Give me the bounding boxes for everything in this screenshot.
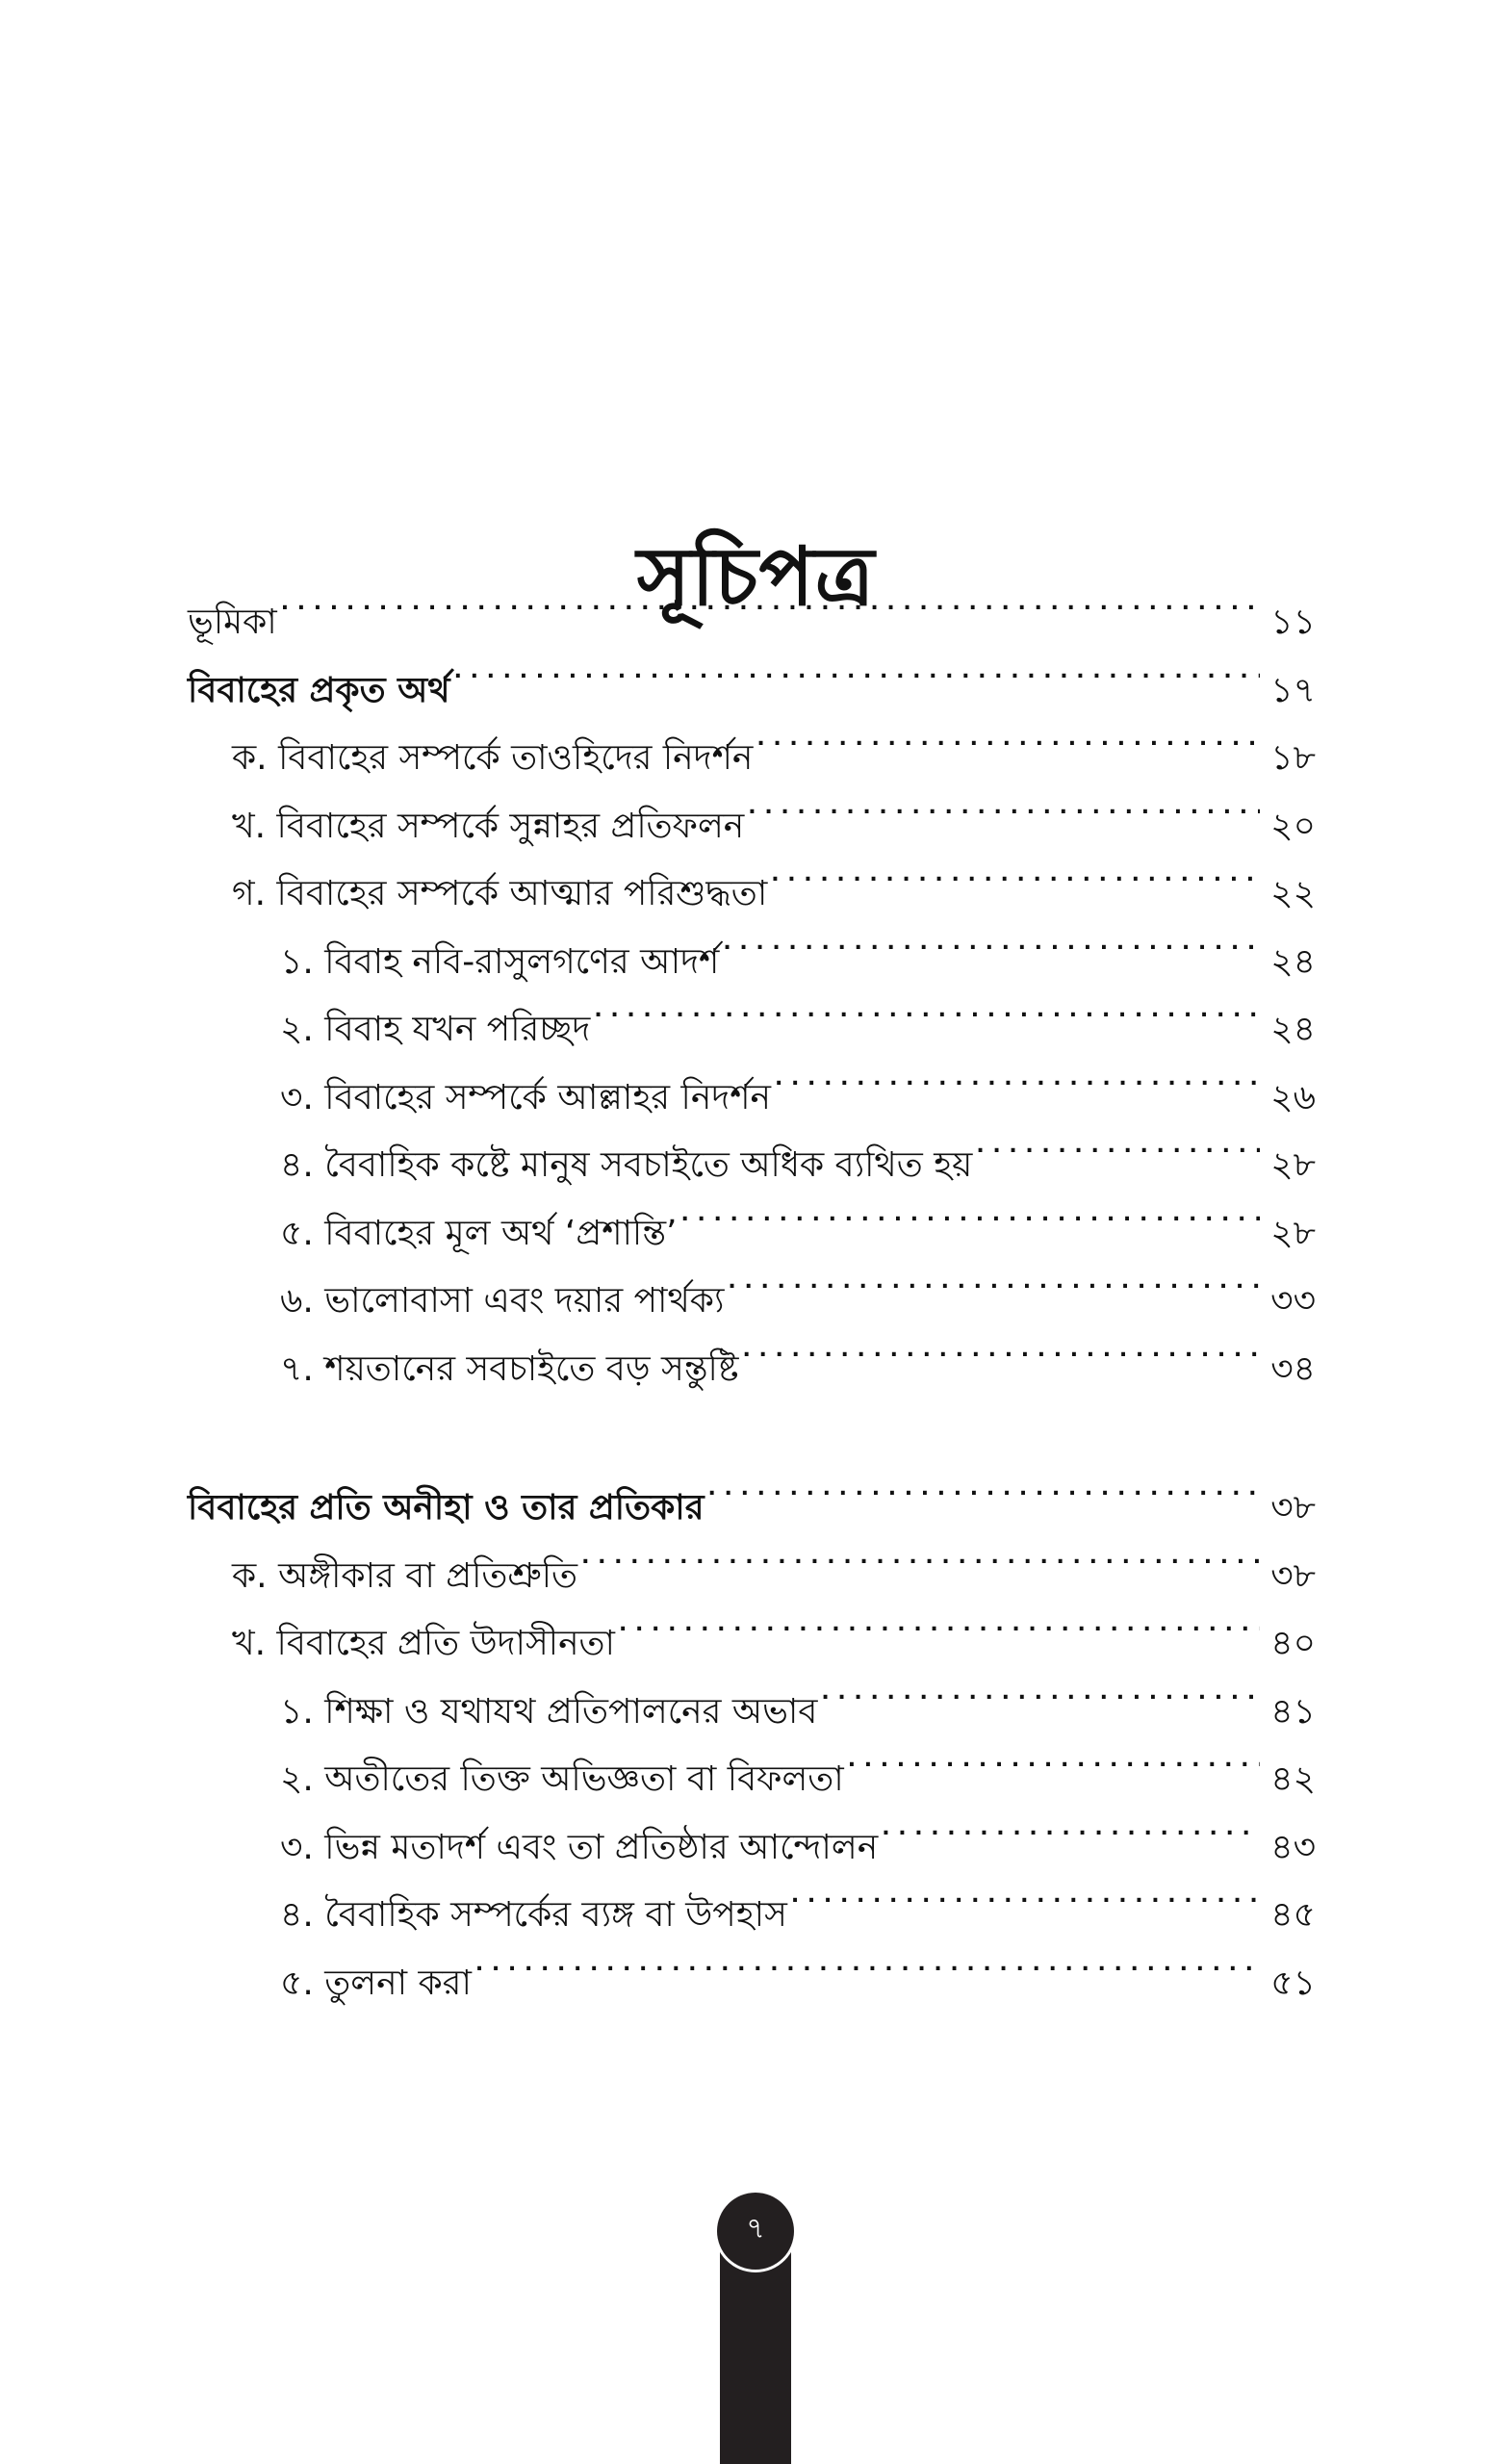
toc-entry-page: ২০ — [1270, 806, 1316, 846]
table-of-contents — [188, 589, 1316, 2017]
toc-entry-page: ৪৫ — [1270, 1895, 1316, 1935]
toc-section[interactable] — [188, 1610, 1316, 1679]
toc-subsection[interactable] — [188, 1814, 1316, 1883]
dot-leader — [594, 1006, 1260, 1040]
toc-entry-page: ৪৩ — [1270, 1827, 1316, 1867]
toc-entry-page: ২৪ — [1270, 941, 1316, 982]
toc-subsection[interactable] — [188, 1065, 1316, 1133]
toc-chapter-label: বিবাহের প্রতি অনীহা ও তার প্রতিকার — [188, 1488, 705, 1527]
dot-leader — [581, 1553, 1260, 1587]
chapter-spacer — [188, 1403, 1316, 1475]
toc-entry-label: ক. বিবাহের সম্পর্কে তাওহিদের নিদর্শন — [232, 738, 754, 778]
page-tab — [720, 2243, 791, 2464]
dot-leader — [619, 1620, 1260, 1655]
dot-leader — [976, 1142, 1260, 1176]
toc-entry-label: ৪. বৈবাহিক কষ্টে মানুষ সবচাইতে অধিক ব্যথিত হয় — [280, 1145, 973, 1185]
page-number: ৭ — [746, 2212, 765, 2246]
toc-subsection[interactable] — [188, 1268, 1316, 1336]
dot-leader — [454, 667, 1260, 702]
dot-leader — [723, 938, 1260, 973]
dot-leader — [728, 1277, 1260, 1312]
dot-leader — [281, 599, 1260, 633]
toc-subsection[interactable] — [188, 1882, 1316, 1950]
toc-entry-label: ২. অতীতের তিক্ত অভিজ্ঞতা বা বিফলতা — [280, 1759, 844, 1799]
dot-leader — [748, 803, 1260, 837]
toc-entry-label: খ. বিবাহের প্রতি উদাসীনতা — [232, 1624, 616, 1663]
toc-chapter-label: বিবাহের প্রকৃত অর্থ — [188, 670, 450, 710]
toc-chapter-1[interactable] — [188, 657, 1316, 726]
toc-entry-page: ১৭ — [1270, 670, 1316, 710]
toc-entry-label: ৩. বিবাহের সম্পর্কে আল্লাহর নিদর্শন — [280, 1077, 772, 1117]
toc-section[interactable] — [188, 860, 1316, 929]
toc-entry-label: ১. শিক্ষা ও যথাযথ প্রতিপালনের অভাব — [280, 1691, 818, 1732]
toc-subsection[interactable] — [188, 1336, 1316, 1404]
toc-subsection[interactable] — [188, 1679, 1316, 1747]
toc-entry-label: ক. অঙ্গীকার বা প্রতিশ্রুতি — [232, 1555, 578, 1596]
toc-subsection[interactable] — [188, 1132, 1316, 1200]
page-number-badge — [717, 2193, 794, 2270]
toc-entry-label: ভূমিকা — [188, 603, 277, 642]
toc-entry-page: ৪০ — [1270, 1624, 1316, 1663]
toc-subsection[interactable] — [188, 1950, 1316, 2018]
toc-entry-page: ২৬ — [1270, 1077, 1316, 1117]
toc-subsection[interactable] — [188, 996, 1316, 1065]
dot-leader — [708, 1484, 1260, 1519]
toc-entry-page: ৩৮ — [1270, 1555, 1316, 1596]
dot-leader — [756, 734, 1260, 769]
dot-leader — [791, 1891, 1260, 1926]
dot-leader — [771, 870, 1260, 905]
toc-entry-page: ১৮ — [1270, 738, 1316, 778]
dot-leader — [475, 1960, 1260, 1994]
dot-leader — [742, 1346, 1260, 1380]
toc-entry-label: ৩. ভিন্ন মতাদর্শ এবং তা প্রতিষ্ঠার আন্দোলন — [280, 1827, 879, 1867]
page-title: সূচিপত্র — [636, 529, 876, 625]
toc-entry-label: ৪. বৈবাহিক সম্পর্কের ব্যঙ্গ বা উপহাস — [280, 1895, 787, 1935]
dot-leader — [775, 1074, 1260, 1109]
toc-subsection[interactable] — [188, 1200, 1316, 1269]
toc-entry-page: ২৮ — [1270, 1213, 1316, 1253]
toc-entry-label: ১. বিবাহ নবি-রাসুলগণের আদর্শ — [280, 941, 720, 982]
toc-entry-label: ৬. ভালোবাসা এবং দয়ার পার্থক্য — [280, 1281, 725, 1321]
dot-leader — [848, 1756, 1260, 1790]
toc-section[interactable] — [188, 725, 1316, 793]
toc-chapter-2[interactable] — [188, 1475, 1316, 1543]
toc-entry-label: ৫. বিবাহের মূল অর্থ ‘প্রশান্তি’ — [280, 1213, 678, 1253]
toc-entry-introduction[interactable] — [188, 589, 1316, 657]
toc-entry-label: খ. বিবাহের সম্পর্কে সুন্নাহর প্রতিফলন — [232, 806, 745, 846]
toc-entry-page: ৩৪ — [1270, 1348, 1316, 1389]
toc-entry-page: ৫১ — [1270, 1963, 1316, 2003]
dot-leader — [680, 1210, 1260, 1245]
toc-entry-page: ২২ — [1270, 874, 1316, 913]
toc-entry-page: ৪২ — [1270, 1759, 1316, 1799]
toc-section[interactable] — [188, 1543, 1316, 1611]
toc-entry-page: ৩৮ — [1270, 1488, 1316, 1527]
toc-entry-page: ১১ — [1270, 603, 1316, 642]
toc-subsection[interactable] — [188, 929, 1316, 997]
dot-leader — [821, 1688, 1260, 1723]
toc-entry-page: ৪১ — [1270, 1691, 1316, 1732]
dot-leader — [882, 1824, 1260, 1859]
toc-section[interactable] — [188, 793, 1316, 861]
toc-entry-label: ২. বিবাহ যখন পরিচ্ছদ — [280, 1010, 591, 1049]
toc-entry-label: ৭. শয়তানের সবচাইতে বড় সন্তুষ্টি — [280, 1348, 739, 1389]
toc-entry-page: ২৪ — [1270, 1010, 1316, 1049]
toc-entry-label: ৫. তুলনা করা — [280, 1963, 472, 2003]
toc-entry-label: গ. বিবাহের সম্পর্কে আত্মার পরিশুদ্ধতা — [232, 874, 768, 913]
toc-entry-page: ২৮ — [1270, 1145, 1316, 1185]
toc-entry-page: ৩৩ — [1270, 1281, 1316, 1321]
toc-subsection[interactable] — [188, 1746, 1316, 1814]
